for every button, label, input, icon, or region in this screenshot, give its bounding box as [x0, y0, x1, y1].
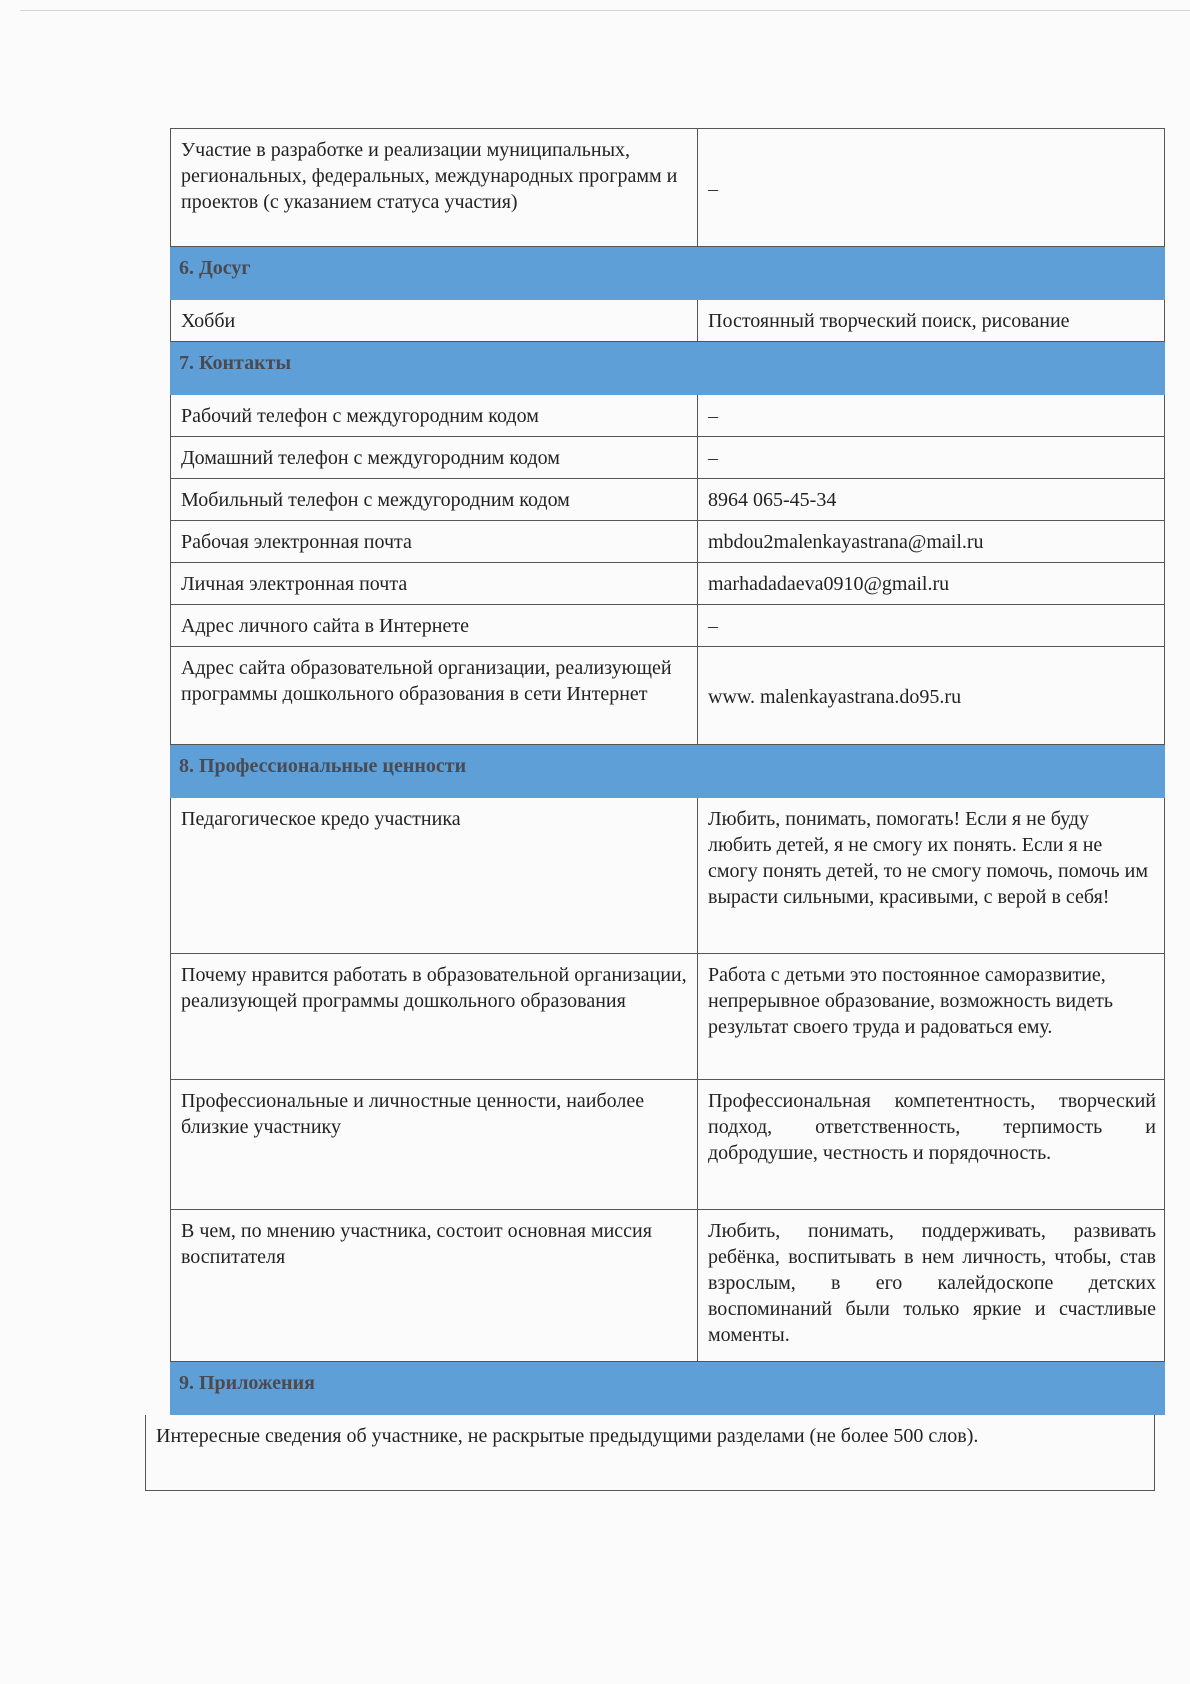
personal-site-value: –	[698, 605, 1165, 647]
table-row	[171, 605, 1165, 647]
section-8-title: 8. Профессиональные ценности	[171, 745, 1165, 798]
hobby-label: Хобби	[171, 300, 698, 342]
section-row	[171, 745, 1165, 798]
home-phone-label: Домашний телефон с междугородним кодом	[171, 437, 698, 479]
table-row	[171, 1080, 1165, 1210]
work-email-label: Рабочая электронная почта	[171, 521, 698, 563]
table-row	[171, 954, 1165, 1080]
values-label: Профессиональные и личностные ценности, наиболее близкие участнику	[171, 1080, 698, 1210]
table-row	[171, 437, 1165, 479]
participation-label: Участие в разработке и реализации муниципальных, региональных, федеральных, международных программ и проектов (с указанием статуса участия)	[171, 129, 698, 247]
section-7-title: 7. Контакты	[171, 342, 1165, 395]
section-row	[171, 342, 1165, 395]
table-row	[171, 129, 1165, 247]
section-9-title: 9. Приложения	[171, 1362, 1165, 1415]
section-row	[171, 1362, 1165, 1415]
why-value: Работа с детьми это постоянное саморазвитие, непрерывное образование, возможность видеть результат своего труда и радоваться ему.	[698, 954, 1165, 1080]
table-row	[171, 479, 1165, 521]
table-row	[171, 798, 1165, 954]
participation-value: –	[698, 129, 1165, 247]
org-site-value: www. malenkayastrana.do95.ru	[698, 647, 1165, 745]
table-row	[171, 647, 1165, 745]
table-row	[171, 521, 1165, 563]
work-phone-value: –	[698, 395, 1165, 437]
values-value: Профессиональная компетентность, творческий подход, ответственность, терпимость и добродушие, честность и порядочность.	[698, 1080, 1165, 1210]
table-row	[171, 300, 1165, 342]
work-phone-label: Рабочий телефон с междугородним кодом	[171, 395, 698, 437]
table-row	[171, 1210, 1165, 1362]
mobile-phone-label: Мобильный телефон с междугородним кодом	[171, 479, 698, 521]
page-top-edge	[20, 10, 1190, 11]
table-row	[171, 395, 1165, 437]
personal-email-value: marhadadaeva0910@gmail.ru	[698, 563, 1165, 605]
section-6-title: 6. Досуг	[171, 247, 1165, 300]
org-site-label: Адрес сайта образовательной организации, реализующей программы дошкольного образования в сети Интернет	[171, 647, 698, 745]
credo-value: Любить, понимать, помогать! Если я не буду любить детей, я не смогу их понять. Если я не смогу понять детей, то не смогу помочь, помочь им вырасти сильными, красивыми, с верой в себя!	[698, 798, 1165, 954]
mission-label: В чем, по мнению участника, состоит основная миссия воспитателя	[171, 1210, 698, 1362]
work-email-value: mbdou2malenkayastrana@mail.ru	[698, 521, 1165, 563]
section-row	[171, 247, 1165, 300]
hobby-value: Постоянный творческий поиск, рисование	[698, 300, 1165, 342]
participant-form-table	[170, 128, 1165, 1415]
table-row	[171, 563, 1165, 605]
why-label: Почему нравится работать в образовательной организации, реализующей программы дошкольного образования	[171, 954, 698, 1080]
home-phone-value: –	[698, 437, 1165, 479]
personal-site-label: Адрес личного сайта в Интернете	[171, 605, 698, 647]
personal-email-label: Личная электронная почта	[171, 563, 698, 605]
interesting-info-row	[145, 1415, 1155, 1491]
interesting-info-label: Интересные сведения об участнике, не раскрытые предыдущими разделами (не более 500 слов).	[156, 1425, 979, 1447]
credo-label: Педагогическое кредо участника	[171, 798, 698, 954]
mobile-phone-value: 8964 065-45-34	[698, 479, 1165, 521]
mission-value: Любить, понимать, поддерживать, развивать ребёнка, воспитывать в нем личность, чтобы, став взрослым, в его калейдоскопе детских воспоминаний были только яркие и счастливые моменты.	[698, 1210, 1165, 1362]
